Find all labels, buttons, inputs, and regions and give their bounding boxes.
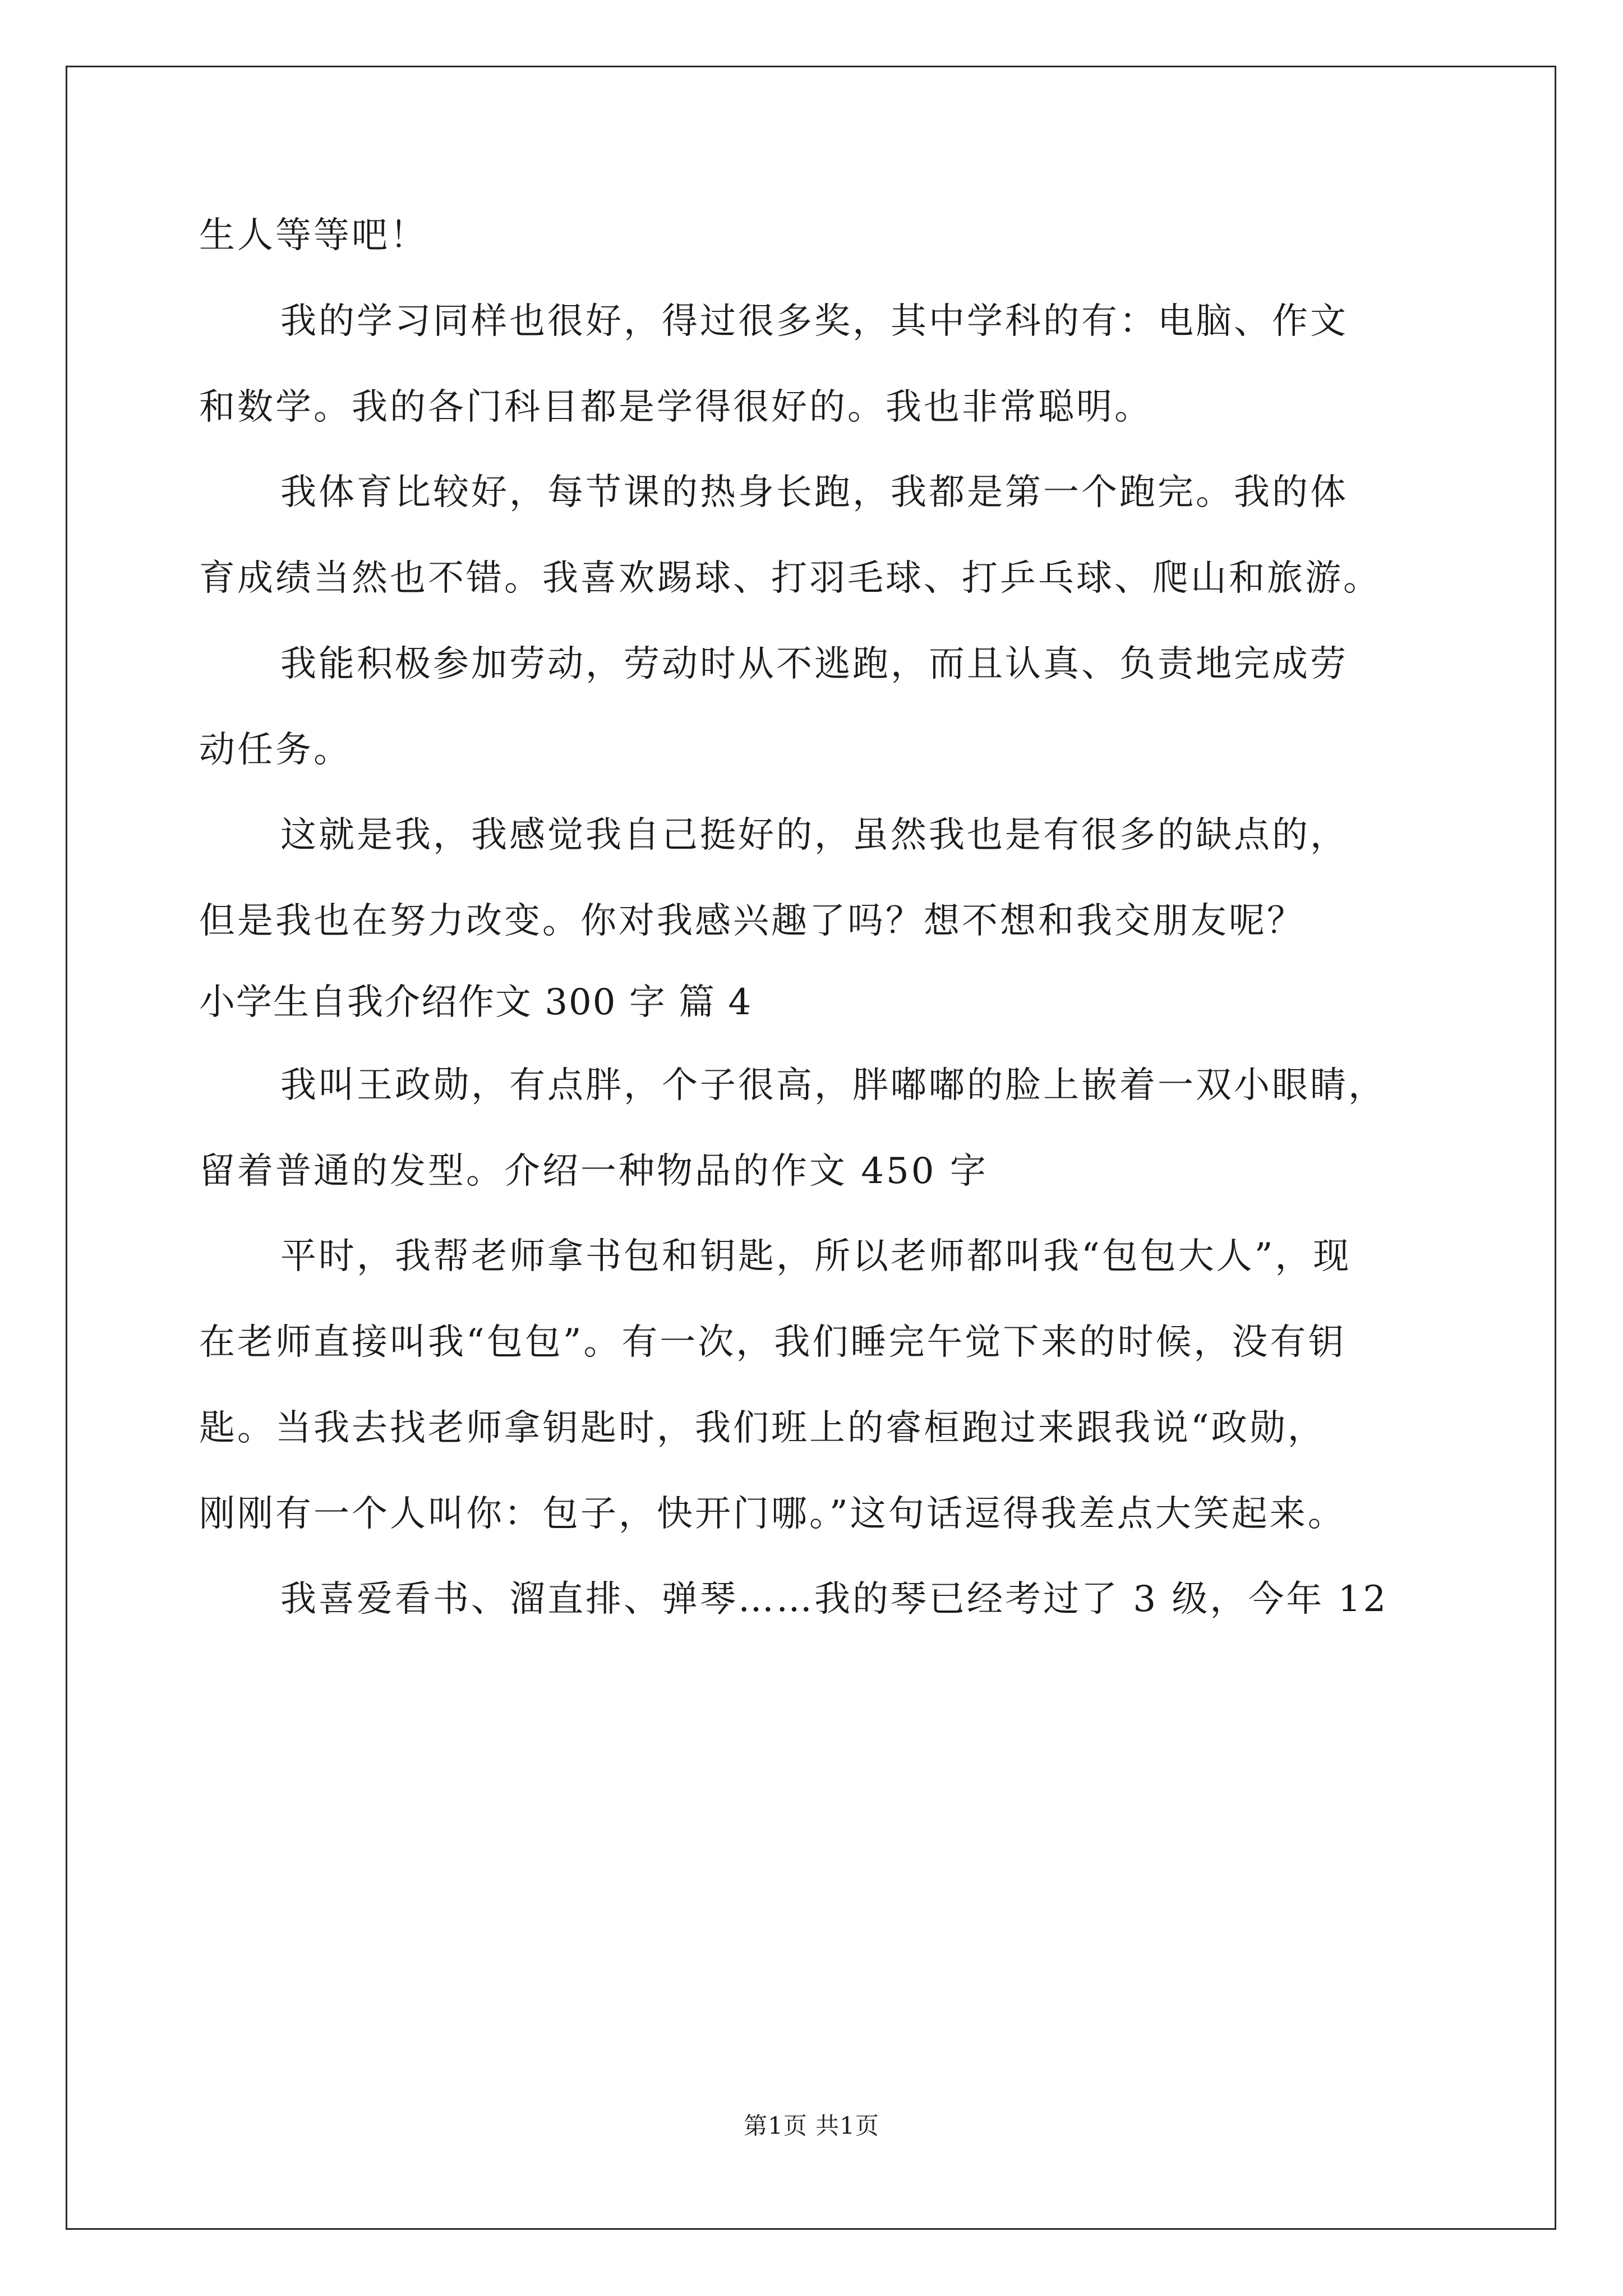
section-heading: 小学生自我介绍作文 300 字 篇 4 (199, 982, 753, 1023)
page-footer: 第1页 共1页 (744, 2112, 879, 2139)
text-line: 这就是我，我感觉我自己挺好的，虽然我也是有很多的缺点的， (280, 815, 1348, 856)
text-line: 刚刚有一个人叫你：包子，快开门哪。”这句话逗得我差点大笑起来。 (199, 1493, 1346, 1535)
text-line: 我体育比较好，每节课的热身长跑，我都是第一个跑完。我的体 (280, 472, 1348, 513)
text-line: 我的学习同样也很好，得过很多奖，其中学科的有：电脑、作文 (280, 301, 1348, 342)
text-line: 匙。当我去找老师拿钥匙时，我们班上的睿桓跑过来跟我说“政勋， (199, 1407, 1326, 1449)
text-line: 在老师直接叫我“包包”。有一次，我们睡完午觉下来的时候，没有钥 (199, 1322, 1347, 1363)
text-line: 我叫王政勋，有点胖，个子很高，胖嘟嘟的脸上嵌着一双小眼睛， (280, 1065, 1386, 1106)
text-line: 我喜爱看书、溜直排、弹琴……我的琴已经考过了 3 级，今年 12 (280, 1579, 1389, 1620)
text-line: 育成绩当然也不错。我喜欢踢球、打羽毛球、打乒乓球、爬山和旅游。 (199, 558, 1381, 599)
text-line: 留着普通的发型。介绍一种物品的作文 450 字 (199, 1151, 988, 1192)
text-line: 我能积极参加劳动，劳动时从不逃跑，而且认真、负责地完成劳 (280, 643, 1348, 685)
text-line: 和数学。我的各门科目都是学得很好的。我也非常聪明。 (199, 386, 1152, 428)
text-line: 平时，我帮老师拿书包和钥匙，所以老师都叫我“包包大人”，现 (280, 1236, 1352, 1277)
text-line: 生人等等吧！ (199, 215, 428, 256)
text-line: 动任务。 (199, 729, 352, 771)
text-line: 但是我也在努力改变。你对我感兴趣了吗？想不想和我交朋友呢？ (199, 900, 1305, 942)
